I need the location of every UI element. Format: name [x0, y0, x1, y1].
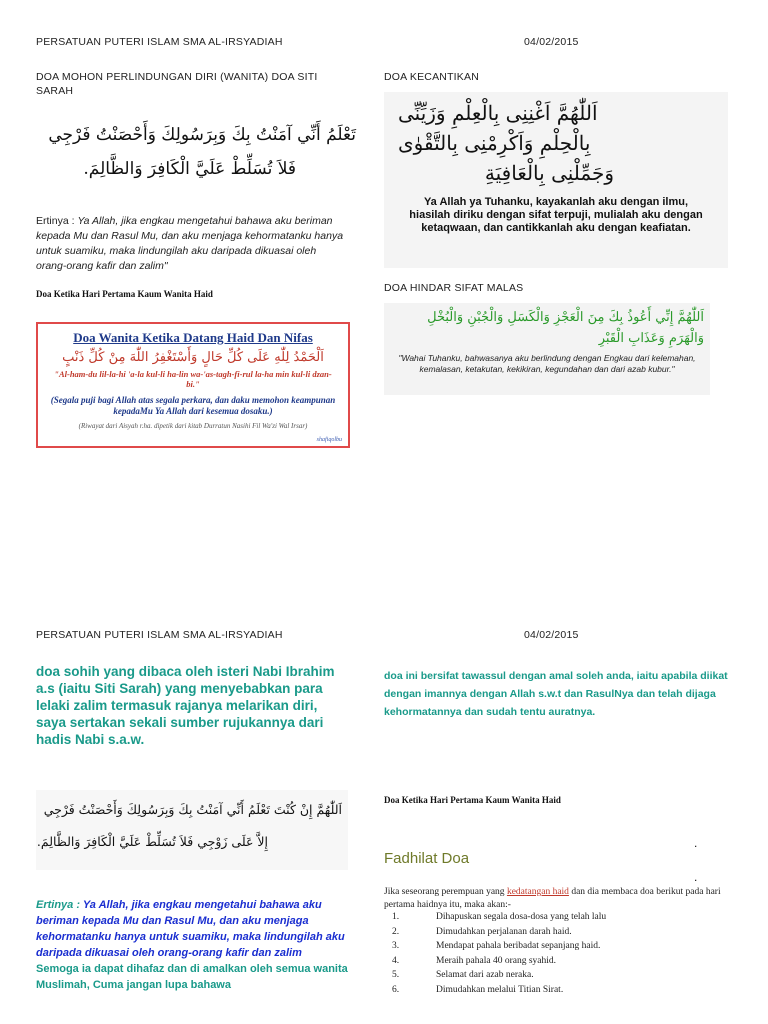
- malas-translation: "Wahai Tuhanku, bahwasanya aku berlindung dengan Engkau dari kelemahan, kemalasan, ketakutan, kekikiran, kegundahan dan dari azab kubur.": [398, 353, 696, 374]
- malas-title: DOA HINDAR SIFAT MALAS: [384, 282, 524, 294]
- ertinya-text: Ya Allah, jika engkau mengetahui bahawa aku beriman kepada Mu dan Rasul Mu, dan aku menjaga kehormatanku hanya untuk suamiku, maka lindungilah aku daripada dikuasai oleh orang-orang kafir dan zalim": [36, 215, 344, 272]
- page2-header-date: 04/02/2015: [524, 629, 579, 641]
- haid-card-arabic: اَلْحَمْدُ لِلّٰهِ عَلَى كُلِّ حَالٍ وَأَسْتَغْفِرُ اللّٰهَ مِنْ كُلِّ ذَنْبٍ: [62, 350, 324, 365]
- kecantikan-translation: Ya Allah ya Tuhanku, kayakanlah aku dengan ilmu, hiasilah diriku dengan sifat terpuji, mulialah aku dengan ketaqwaan, dan cantikkanlah aku dengan keafiatan.: [409, 196, 703, 234]
- kecantikan-title: DOA KECANTIKAN: [384, 71, 479, 83]
- ertinya-label-blue: Ertinya :: [36, 899, 83, 911]
- list-num: 5.: [392, 970, 400, 981]
- list-text: Dimudahkan melalui Titian Sirat.: [436, 984, 564, 995]
- haid-card-meaning: (Segala puji bagi Allah atas segala perkara, dan daku memohon keampunan kepadaMu Ya Allah dari kesemua dosaku.): [50, 395, 336, 416]
- list-num: 6.: [392, 984, 400, 995]
- haid-card-latin: "Al-ham-du lil-la-hi 'a-la kul-li ha-lin wa-'as-tagh-fi-rul la-ha min kul-li dzan-bi.": [54, 369, 332, 389]
- kecantikan-arabic-line2: بِالْحِلْمِ وَاَكْرِمْنِى بِالتَّقْوٰى: [398, 131, 591, 155]
- dot-marker-2: .: [694, 870, 698, 884]
- page1-header-date: 04/02/2015: [524, 36, 579, 48]
- fadhilat-intro-after: dan dia membaca doa berikut pada hari pertama haidnya itu, maka akan:-: [384, 887, 721, 910]
- kedatangan-haid-link[interactable]: kedatangan haid: [506, 887, 569, 897]
- malas-image: [384, 303, 710, 395]
- fadhilat-list: [392, 912, 722, 1000]
- list-item: [392, 912, 722, 927]
- doa-siti-arabic-image-2: [36, 790, 348, 870]
- dot-marker-1: .: [694, 836, 698, 850]
- fadhilat-intro-before: Jika seseorang perempuan yang: [384, 887, 507, 897]
- list-item: [392, 985, 722, 1000]
- intro-text: doa sohih yang dibaca oleh isteri Nabi Ibrahim a.s (iaitu Siti Sarah) yang menyebabkan para lelaki zalim termasuk rajanya melarikan diri, saya sertakan sekali sumber rujukannya dari hadis Nabi s.a.w.: [36, 664, 335, 747]
- haid-card-watermark: shafiqolbu: [316, 437, 342, 443]
- doa-siti-title: DOA MOHON PERLINDUNGAN DIRI (WANITA) DOA SITI SARAH: [36, 71, 318, 97]
- list-num: 3.: [392, 941, 400, 952]
- kecantikan-arabic-line3: وَجَمِّلْنِى بِالْعَافِيَةِ: [484, 161, 614, 185]
- list-item: [392, 970, 722, 985]
- arabic2-line1: اَللّٰهُمَّ إِنْ كُنْتَ تَعْلَمُ أَنِّي آمَنْتُ بِكَ وَبِرَسُولِكَ وَأَحْصَنْتُ فَرْجِي: [43, 802, 342, 817]
- page2-header-left: PERSATUAN PUTERI ISLAM SMA AL-IRSYADIAH: [36, 629, 283, 641]
- fadhilat-title: Fadhilat Doa: [384, 850, 470, 867]
- ertinya-text-blue: Ya Allah, jika engkau mengetahui bahawa aku beriman kepada Mu dan Rasul Mu, dan aku menjaga kehormatanku hanya untuk suamiku, maka lindungilah aku daripada dikuasai oleh orang-orang kafir dan zalim: [36, 899, 345, 959]
- tawassul-text: doa ini bersifat tawassul dengan amal soleh anda, iaitu apabila diikat dengan imannya dengan Allah s.w.t dan RasulNya dan telah dijaga kehormatannya dan sudah tentu auratnya.: [384, 670, 728, 718]
- list-item: [392, 941, 722, 956]
- list-item: [392, 927, 722, 942]
- malas-arabic: اَللّٰهُمَّ إِنِّي أَعُوذُ بِكَ مِنَ الْعَجْزِ وَالْكَسَلِ وَالْجُبْنِ وَالْبُخْلِ وَالْهَرَمِ وَعَذَابِ الْقَبْرِ: [427, 310, 704, 346]
- page1-header-left: PERSATUAN PUTERI ISLAM SMA AL-IRSYADIAH: [36, 36, 283, 48]
- list-text: Dimudahkan perjalanan darah haid.: [436, 926, 572, 937]
- ertinya-label: Ertinya :: [36, 215, 78, 227]
- list-text: Mendapat pahala beribadat sepanjang haid.: [436, 941, 601, 952]
- list-num: 1.: [392, 912, 400, 922]
- list-text: Selamat dari azab neraka.: [436, 970, 534, 981]
- haid-card-riwayat: (Riwayat dari Aisyah r.ha. dipetik dari kitab Durratun Nasihi Fil Wa'zi Wal Irsar): [78, 422, 308, 430]
- fadhilat-intro: [384, 886, 724, 912]
- haid-heading-page2: Doa Ketika Hari Pertama Kaum Wanita Haid: [384, 795, 561, 805]
- doa-siti-arabic-line1: تَعْلَمُ أَنِّي آمَنْتُ بِكَ وَبِرَسُولِكَ وَأَحْصَنْتُ فَرْجِي: [48, 125, 356, 145]
- list-item: [392, 956, 722, 971]
- list-text: Dihapuskan segala dosa-dosa yang telah lalu: [436, 912, 607, 922]
- list-text: Meraih pahala 40 orang syahid.: [436, 955, 557, 966]
- kecantikan-arabic-line1: اَللّٰهُمَّ اَغْنِنِى بِالْعِلْمِ وَزَيِّنِّى: [398, 101, 598, 125]
- semoga-text: Semoga ia dapat dihafaz dan di amalkan oleh semua wanita Muslimah, Cuma jangan lupa bahawa: [36, 963, 348, 991]
- haid-heading-page1: Doa Ketika Hari Pertama Kaum Wanita Haid: [36, 289, 213, 299]
- ertinya-blue-block: [36, 897, 348, 993]
- haid-doa-card: [36, 322, 350, 448]
- doa-siti-arabic-image: [36, 118, 356, 198]
- doa-siti-arabic-line2: فَلاَ تُسَلِّطْ عَلَيَّ الْكَافِرَ وَالظَّالِمَ.: [83, 159, 296, 179]
- kecantikan-image: [384, 92, 728, 268]
- doa-siti-ertinya: [36, 214, 344, 274]
- haid-card-title: Doa Wanita Ketika Datang Haid Dan Nifas: [73, 330, 313, 345]
- arabic2-line2: إِلاَّ عَلَى زَوْجِي فَلاَ تُسَلِّطْ عَلَيَّ الْكَافِرَ وَالظَّالِمَ.: [36, 834, 268, 849]
- list-num: 4.: [392, 955, 400, 966]
- list-num: 2.: [392, 926, 400, 937]
